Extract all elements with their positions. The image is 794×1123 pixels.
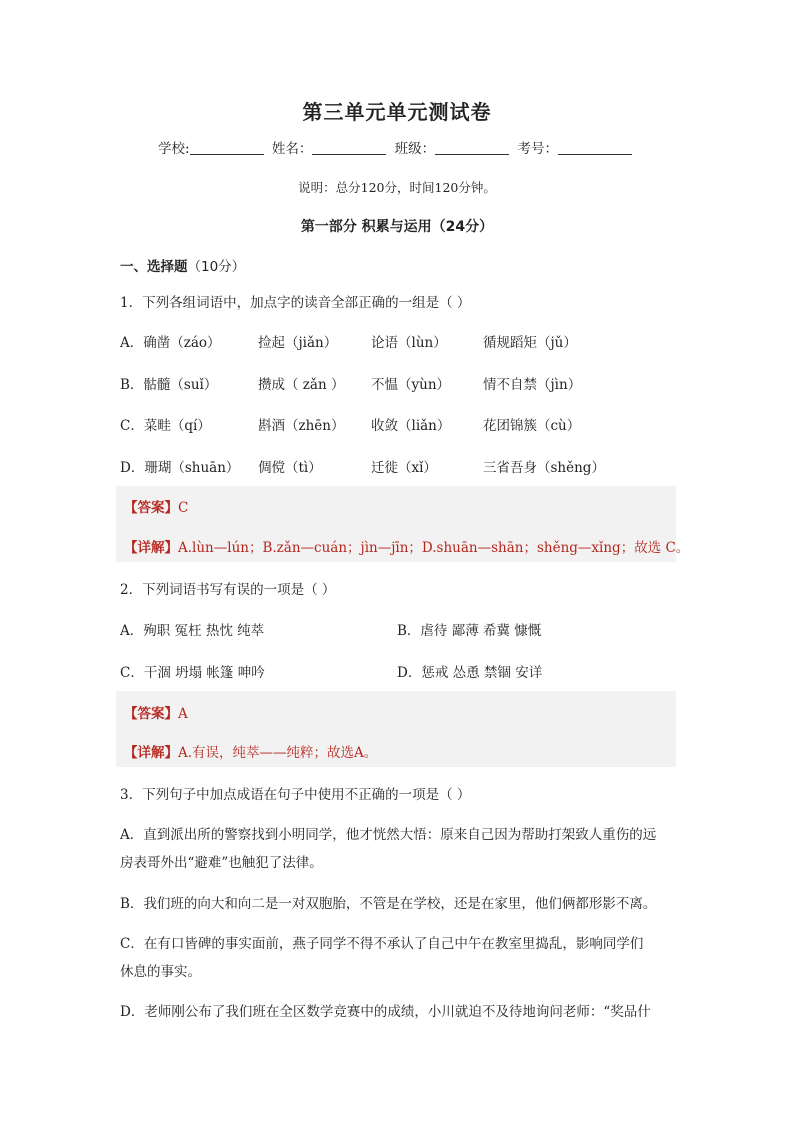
q2-option-b[interactable]: B．虐待 鄙薄 希冀 慷慨 <box>397 623 542 639</box>
school-blank[interactable] <box>190 140 264 155</box>
q1-option-d-1[interactable]: D．珊瑚（shuān） <box>120 460 240 476</box>
q1-option-d-2: 倜傥（tì） <box>258 460 322 476</box>
q1-answer <box>124 496 188 516</box>
q2-option-a[interactable]: A．殉职 冤枉 热忱 纯萃 <box>120 623 265 639</box>
q3-option-d[interactable]: D．老师刚公布了我们班在全区数学竞赛中的成绩，小川就迫不及待地询问老师：“奖品什 <box>120 1004 651 1020</box>
part-heading: 第一部分 积累与运用（24分） <box>300 219 494 235</box>
q2-answer-value: A <box>178 706 188 722</box>
q2-answer-tag: 【答案】 <box>124 706 178 722</box>
q1-option-a-1[interactable]: A．确凿（záo） <box>120 335 221 351</box>
q1-detail <box>124 536 689 556</box>
q3-option-b[interactable]: B．我们班的向大和向二是一对双胞胎，不管是在学校，还是在家里，他们俩都形影不离。 <box>120 896 657 912</box>
class-label: 班级： <box>394 141 436 157</box>
q1-option-d-4: 三省吾身（shěng） <box>483 460 605 476</box>
q1-answer-tag: 【答案】 <box>124 500 178 516</box>
q1-option-b-1[interactable]: B．骷髓（suǐ） <box>120 377 218 393</box>
q1-detail-text: A.lùn—lún；B.zǎn—cuán；jìn—jīn；D.shuān—shān；shěng—xǐng；故选 C。 <box>178 540 690 556</box>
q1-option-c-2: 斟酒（zhēn） <box>258 418 345 434</box>
q1-detail-tag: 【详解】 <box>124 540 178 556</box>
exam-note: 说明：总分120分，时间120分钟。 <box>298 180 496 195</box>
q2-option-d[interactable]: D．惩戒 怂恿 禁锢 安详 <box>397 665 543 681</box>
q2-answer <box>124 702 188 722</box>
student-info-row <box>0 137 794 157</box>
name-label: 姓名： <box>271 141 313 157</box>
q2-detail-tag: 【详解】 <box>124 745 178 761</box>
q1-option-b-4: 情不自禁（jìn） <box>483 377 582 393</box>
name-blank[interactable] <box>312 140 386 155</box>
q2-detail <box>124 741 377 761</box>
q2-option-c[interactable]: C．干涸 坍塌 帐篷 呻吟 <box>120 665 265 681</box>
exam-no-label: 考号： <box>517 141 558 157</box>
exam-no-blank[interactable] <box>558 140 632 155</box>
school-label: 学校: <box>158 141 190 157</box>
question-3-stem: 3．下列句子中加点成语在句子中使用不正确的一项是（ ） <box>120 787 471 803</box>
q1-answer-value: C <box>178 500 189 516</box>
q1-option-c-3: 收敛（liǎn） <box>371 418 451 434</box>
q3-option-a-line1[interactable]: A．直到派出所的警察找到小明同学，他才恍然大悟：原来自己因为帮助打架致人重伤的远 <box>120 827 657 843</box>
section-score: （10分） <box>187 259 246 275</box>
q3-option-a-line2: 房表哥外出“避难”也触犯了法律。 <box>120 855 323 871</box>
page-title: 第三单元单元测试卷 <box>302 100 492 124</box>
q1-option-b-2: 攒成（ zǎn ） <box>258 377 345 393</box>
q2-detail-text: A.有误，纯萃——纯粹；故选A。 <box>178 745 378 761</box>
q1-option-c-1[interactable]: C．菜畦（qí） <box>120 418 211 434</box>
q2-answer-box <box>116 691 676 767</box>
q1-option-b-3: 不愠（yùn） <box>371 377 451 393</box>
q1-option-a-3: 论语（lùn） <box>371 335 447 351</box>
q1-option-a-4: 循规蹈矩（jǔ） <box>483 335 577 351</box>
section-heading <box>120 255 245 275</box>
q3-option-c-line1[interactable]: C．在有口皆碑的事实面前，燕子同学不得不承认了自己中午在教室里捣乱，影响同学们 <box>120 936 644 952</box>
question-2-stem: 2．下列词语书写有误的一项是（ ） <box>120 582 336 598</box>
q1-option-a-2: 捡起（jiǎn） <box>258 335 338 351</box>
q3-option-c-line2: 休息的事实。 <box>120 964 201 980</box>
question-1-stem: 1．下列各组词语中，加点字的读音全部正确的一组是（ ） <box>120 295 471 311</box>
q1-answer-box <box>116 486 690 562</box>
class-blank[interactable] <box>435 140 509 155</box>
q1-option-c-4: 花团锦簇（cù） <box>483 418 581 434</box>
q1-option-d-3: 迁徙（xǐ） <box>371 460 437 476</box>
section-label: 一、选择题 <box>120 259 188 275</box>
